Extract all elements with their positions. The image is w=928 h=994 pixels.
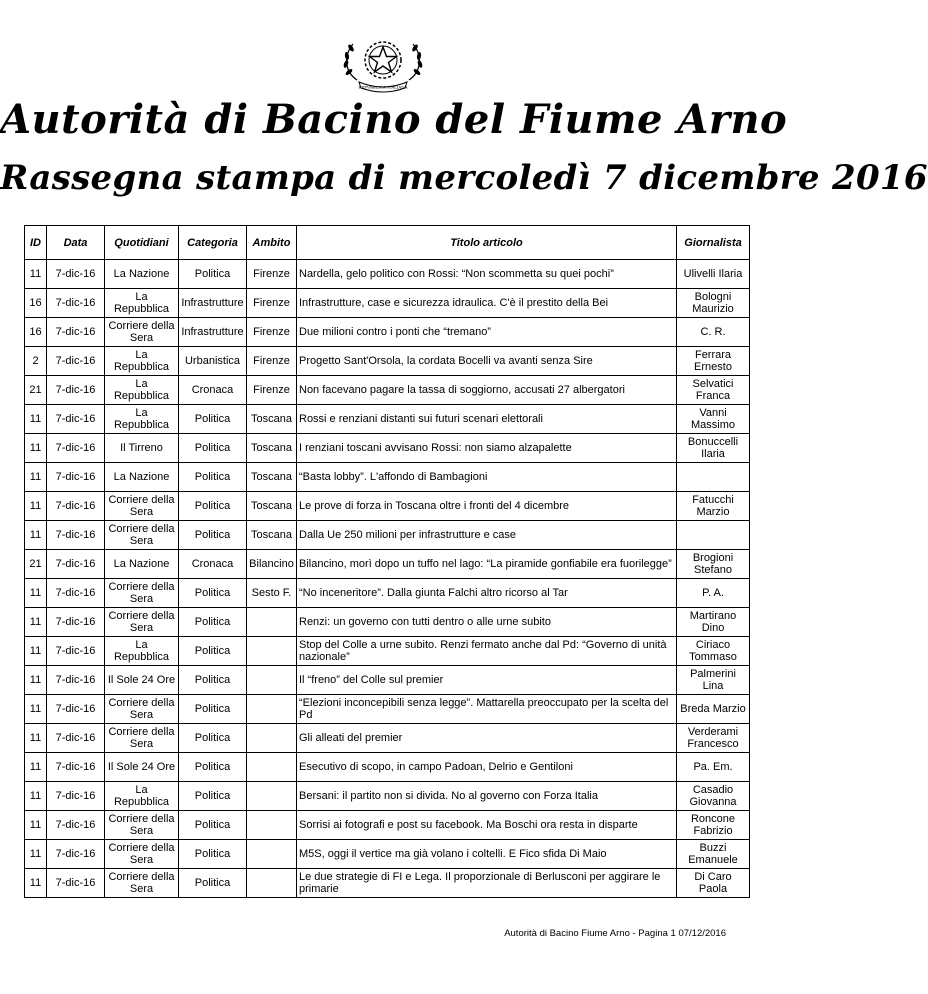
table-row bbox=[25, 434, 750, 463]
cell-date: 7-dic-16 bbox=[47, 811, 105, 840]
cell-journalist: Verderami Francesco bbox=[677, 724, 750, 753]
cell-article-title: M5S, oggi il vertice ma già volano i coltelli. E Fico sfida Di Maio bbox=[297, 840, 677, 869]
cell-category: Politica bbox=[179, 869, 247, 898]
cell-scope: Bilancino bbox=[247, 550, 297, 579]
cell-category: Politica bbox=[179, 492, 247, 521]
cell-newspaper: Corriere della Sera bbox=[105, 869, 179, 898]
cell-category: Politica bbox=[179, 695, 247, 724]
cell-id: 11 bbox=[25, 579, 47, 608]
cell-newspaper: La Repubblica bbox=[105, 289, 179, 318]
cell-category: Politica bbox=[179, 666, 247, 695]
cell-journalist: Roncone Fabrizio bbox=[677, 811, 750, 840]
cell-category: Politica bbox=[179, 463, 247, 492]
cell-id: 16 bbox=[25, 289, 47, 318]
cell-article-title: Rossi e renziani distanti sui futuri scenari elettorali bbox=[297, 405, 677, 434]
cell-category: Infrastrutture bbox=[179, 289, 247, 318]
cell-journalist: Palmerini Lina bbox=[677, 666, 750, 695]
cell-date: 7-dic-16 bbox=[47, 521, 105, 550]
cell-date: 7-dic-16 bbox=[47, 666, 105, 695]
cell-id: 16 bbox=[25, 318, 47, 347]
cell-date: 7-dic-16 bbox=[47, 434, 105, 463]
cell-id: 11 bbox=[25, 840, 47, 869]
cell-id: 11 bbox=[25, 434, 47, 463]
cell-date: 7-dic-16 bbox=[47, 637, 105, 666]
cell-journalist: Fatucchi Marzio bbox=[677, 492, 750, 521]
cell-newspaper: La Nazione bbox=[105, 260, 179, 289]
cell-newspaper: Corriere della Sera bbox=[105, 724, 179, 753]
cell-category: Politica bbox=[179, 637, 247, 666]
cell-id: 11 bbox=[25, 637, 47, 666]
table-row bbox=[25, 695, 750, 724]
table-row bbox=[25, 811, 750, 840]
cell-newspaper: Corriere della Sera bbox=[105, 521, 179, 550]
table-row bbox=[25, 318, 750, 347]
cell-date: 7-dic-16 bbox=[47, 724, 105, 753]
cell-date: 7-dic-16 bbox=[47, 579, 105, 608]
cell-article-title: Stop del Colle a urne subito. Renzi fermato anche dal Pd: “Governo di unità nazionale” bbox=[297, 637, 677, 666]
cell-newspaper: La Repubblica bbox=[105, 347, 179, 376]
cell-scope: Firenze bbox=[247, 376, 297, 405]
cell-article-title: Sorrisi ai fotografi e post su facebook. Ma Boschi ora resta in disparte bbox=[297, 811, 677, 840]
cell-journalist: Bologni Maurizio bbox=[677, 289, 750, 318]
cell-id: 21 bbox=[25, 550, 47, 579]
cell-journalist: Ulivelli Ilaria bbox=[677, 260, 750, 289]
cell-article-title: Esecutivo di scopo, in campo Padoan, Delrio e Gentiloni bbox=[297, 753, 677, 782]
cell-journalist: Casadio Giovanna bbox=[677, 782, 750, 811]
cell-date: 7-dic-16 bbox=[47, 405, 105, 434]
cell-id: 11 bbox=[25, 492, 47, 521]
table-row bbox=[25, 637, 750, 666]
column-header-ambito: Ambito bbox=[247, 226, 297, 260]
cell-scope: Firenze bbox=[247, 289, 297, 318]
cell-journalist: Ciriaco Tommaso bbox=[677, 637, 750, 666]
table-row bbox=[25, 782, 750, 811]
table-row bbox=[25, 521, 750, 550]
cell-date: 7-dic-16 bbox=[47, 840, 105, 869]
cell-category: Politica bbox=[179, 782, 247, 811]
cell-newspaper: La Nazione bbox=[105, 463, 179, 492]
cell-id: 11 bbox=[25, 782, 47, 811]
table-row bbox=[25, 376, 750, 405]
cell-date: 7-dic-16 bbox=[47, 347, 105, 376]
cell-article-title: Due milioni contro i ponti che “tremano” bbox=[297, 318, 677, 347]
cell-journalist: Ferrara Ernesto bbox=[677, 347, 750, 376]
cell-newspaper: La Nazione bbox=[105, 550, 179, 579]
column-header-categoria: Categoria bbox=[179, 226, 247, 260]
cell-scope: Firenze bbox=[247, 260, 297, 289]
cell-date: 7-dic-16 bbox=[47, 753, 105, 782]
cell-article-title: “No inceneritore”. Dalla giunta Falchi altro ricorso al Tar bbox=[297, 579, 677, 608]
cell-article-title: Bilancino, morì dopo un tuffo nel lago: “La piramide gonfiabile era fuorilegge” bbox=[297, 550, 677, 579]
cell-scope: Firenze bbox=[247, 318, 297, 347]
cell-scope: Sesto F. bbox=[247, 579, 297, 608]
cell-journalist: Di Caro Paola bbox=[677, 869, 750, 898]
cell-journalist: Martirano Dino bbox=[677, 608, 750, 637]
cell-date: 7-dic-16 bbox=[47, 869, 105, 898]
cell-journalist: Buzzi Emanuele bbox=[677, 840, 750, 869]
cell-scope bbox=[247, 608, 297, 637]
cell-category: Politica bbox=[179, 405, 247, 434]
cell-journalist: Breda Marzio bbox=[677, 695, 750, 724]
table-row bbox=[25, 260, 750, 289]
cell-category: Politica bbox=[179, 260, 247, 289]
table-row bbox=[25, 347, 750, 376]
cell-scope bbox=[247, 811, 297, 840]
cell-scope: Toscana bbox=[247, 521, 297, 550]
cell-date: 7-dic-16 bbox=[47, 550, 105, 579]
cell-date: 7-dic-16 bbox=[47, 608, 105, 637]
cell-id: 11 bbox=[25, 405, 47, 434]
column-header-id: ID bbox=[25, 226, 47, 260]
cell-journalist bbox=[677, 521, 750, 550]
cell-newspaper: Corriere della Sera bbox=[105, 318, 179, 347]
cell-id: 11 bbox=[25, 811, 47, 840]
cell-article-title: Gli alleati del premier bbox=[297, 724, 677, 753]
cell-id: 11 bbox=[25, 695, 47, 724]
cell-newspaper: Corriere della Sera bbox=[105, 695, 179, 724]
cell-category: Cronaca bbox=[179, 550, 247, 579]
cell-newspaper: Corriere della Sera bbox=[105, 579, 179, 608]
cell-id: 11 bbox=[25, 463, 47, 492]
cell-category: Politica bbox=[179, 608, 247, 637]
cell-id: 2 bbox=[25, 347, 47, 376]
cell-category: Politica bbox=[179, 724, 247, 753]
cell-id: 11 bbox=[25, 666, 47, 695]
table-row bbox=[25, 405, 750, 434]
column-header-giornalista: Giornalista bbox=[677, 226, 750, 260]
cell-date: 7-dic-16 bbox=[47, 318, 105, 347]
cell-category: Politica bbox=[179, 811, 247, 840]
cell-scope: Firenze bbox=[247, 347, 297, 376]
cell-journalist: Pa. Em. bbox=[677, 753, 750, 782]
cell-journalist: Selvatici Franca bbox=[677, 376, 750, 405]
cell-newspaper: La Repubblica bbox=[105, 405, 179, 434]
cell-article-title: Progetto Sant'Orsola, la cordata Bocelli va avanti senza Sire bbox=[297, 347, 677, 376]
cell-newspaper: Corriere della Sera bbox=[105, 811, 179, 840]
cell-newspaper: Il Sole 24 Ore bbox=[105, 666, 179, 695]
page-footer: Autorità di Bacino Fiume Arno - Pagina 1 07/12/2016 bbox=[504, 928, 726, 939]
cell-article-title: Le due strategie di FI e Lega. Il proporzionale di Berlusconi per aggirare le primarie bbox=[297, 869, 677, 898]
cell-date: 7-dic-16 bbox=[47, 463, 105, 492]
cell-journalist: Vanni Massimo bbox=[677, 405, 750, 434]
table-row bbox=[25, 608, 750, 637]
cell-id: 11 bbox=[25, 869, 47, 898]
cell-newspaper: La Repubblica bbox=[105, 376, 179, 405]
cell-scope bbox=[247, 724, 297, 753]
cell-date: 7-dic-16 bbox=[47, 492, 105, 521]
cell-category: Politica bbox=[179, 753, 247, 782]
cell-article-title: Bersani: il partito non si divida. No al governo con Forza Italia bbox=[297, 782, 677, 811]
page-subtitle: Rassegna stampa di mercoledì 7 dicembre 2016 bbox=[0, 158, 928, 198]
cell-category: Politica bbox=[179, 434, 247, 463]
cell-scope: Toscana bbox=[247, 405, 297, 434]
cell-scope bbox=[247, 753, 297, 782]
cell-category: Infrastrutture bbox=[179, 318, 247, 347]
cell-id: 11 bbox=[25, 724, 47, 753]
cell-id: 11 bbox=[25, 608, 47, 637]
cell-id: 21 bbox=[25, 376, 47, 405]
cell-date: 7-dic-16 bbox=[47, 376, 105, 405]
column-header-quotidiani: Quotidiani bbox=[105, 226, 179, 260]
table-row bbox=[25, 492, 750, 521]
cell-article-title: “Elezioni inconcepibili senza legge”. Mattarella preoccupato per la scelta del Pd bbox=[297, 695, 677, 724]
cell-scope bbox=[247, 666, 297, 695]
cell-article-title: Infrastrutture, case e sicurezza idraulica. C'è il prestito della Bei bbox=[297, 289, 677, 318]
cell-date: 7-dic-16 bbox=[47, 260, 105, 289]
cell-scope: Toscana bbox=[247, 434, 297, 463]
cell-article-title: Dalla Ue 250 milioni per infrastrutture e case bbox=[297, 521, 677, 550]
cell-newspaper: Il Tirreno bbox=[105, 434, 179, 463]
cell-scope: Toscana bbox=[247, 463, 297, 492]
table-row bbox=[25, 666, 750, 695]
cell-article-title: Le prove di forza in Toscana oltre i fronti del 4 dicembre bbox=[297, 492, 677, 521]
cell-article-title: “Basta lobby”. L'affondo di Bambagioni bbox=[297, 463, 677, 492]
table-row bbox=[25, 753, 750, 782]
cell-category: Urbanistica bbox=[179, 347, 247, 376]
cell-journalist: P. A. bbox=[677, 579, 750, 608]
cell-journalist: Brogioni Stefano bbox=[677, 550, 750, 579]
cell-newspaper: Il Sole 24 Ore bbox=[105, 753, 179, 782]
cell-newspaper: Corriere della Sera bbox=[105, 840, 179, 869]
press-review-table bbox=[24, 225, 750, 898]
cell-journalist: Bonuccelli Ilaria bbox=[677, 434, 750, 463]
cell-date: 7-dic-16 bbox=[47, 289, 105, 318]
cell-scope bbox=[247, 695, 297, 724]
table-header-row bbox=[25, 226, 750, 260]
table-row bbox=[25, 579, 750, 608]
cell-article-title: Il “freno” del Colle sul premier bbox=[297, 666, 677, 695]
column-header-data: Data bbox=[47, 226, 105, 260]
table-row bbox=[25, 869, 750, 898]
table-row bbox=[25, 724, 750, 753]
table-row bbox=[25, 463, 750, 492]
cell-article-title: Non facevano pagare la tassa di soggiorno, accusati 27 albergatori bbox=[297, 376, 677, 405]
cell-id: 11 bbox=[25, 521, 47, 550]
page-title: Autorità di Bacino del Fiume Arno bbox=[0, 96, 788, 143]
cell-id: 11 bbox=[25, 260, 47, 289]
cell-newspaper: Corriere della Sera bbox=[105, 492, 179, 521]
cell-category: Cronaca bbox=[179, 376, 247, 405]
cell-category: Politica bbox=[179, 840, 247, 869]
cell-scope bbox=[247, 637, 297, 666]
cell-journalist bbox=[677, 463, 750, 492]
cell-scope bbox=[247, 869, 297, 898]
cell-article-title: Nardella, gelo politico con Rossi: “Non scommetta su quei pochi” bbox=[297, 260, 677, 289]
cell-scope bbox=[247, 840, 297, 869]
cell-newspaper: La Repubblica bbox=[105, 637, 179, 666]
cell-date: 7-dic-16 bbox=[47, 695, 105, 724]
cell-article-title: Renzi: un governo con tutti dentro o alle urne subito bbox=[297, 608, 677, 637]
emblem-ribbon-text: REPVBBLICA ITALIANA bbox=[358, 84, 408, 90]
cell-date: 7-dic-16 bbox=[47, 782, 105, 811]
cell-category: Politica bbox=[179, 521, 247, 550]
cell-scope bbox=[247, 782, 297, 811]
cell-category: Politica bbox=[179, 579, 247, 608]
cell-article-title: I renziani toscani avvisano Rossi: non siamo alzapalette bbox=[297, 434, 677, 463]
table-row bbox=[25, 550, 750, 579]
table-row bbox=[25, 289, 750, 318]
cell-id: 11 bbox=[25, 753, 47, 782]
cell-newspaper: Corriere della Sera bbox=[105, 608, 179, 637]
cell-newspaper: La Repubblica bbox=[105, 782, 179, 811]
table-row bbox=[25, 840, 750, 869]
cell-journalist: C. R. bbox=[677, 318, 750, 347]
column-header-titolo: Titolo articolo bbox=[297, 226, 677, 260]
cell-scope: Toscana bbox=[247, 492, 297, 521]
italian-republic-emblem-icon bbox=[335, 34, 431, 94]
